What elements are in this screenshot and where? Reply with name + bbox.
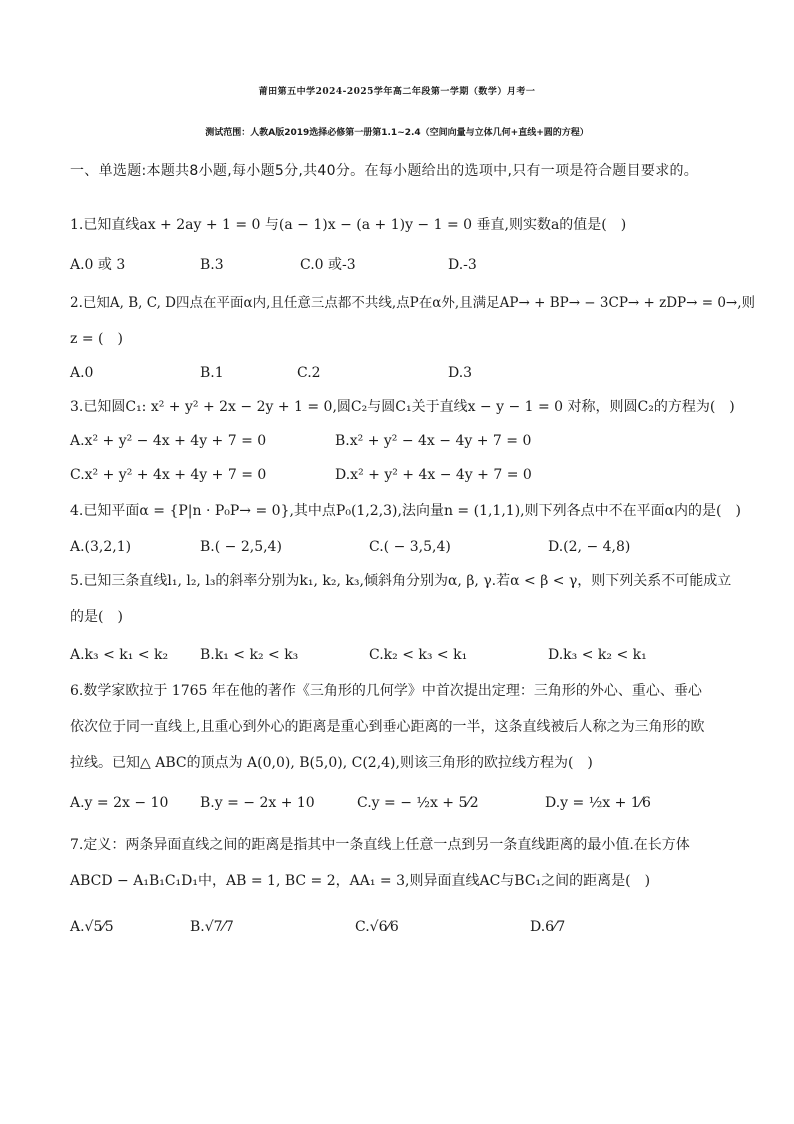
q2-option-d: D.3: [448, 365, 473, 381]
q1-option-c: C.0 或-3: [300, 257, 356, 273]
section-heading: 一、单选题:本题共8小题,每小题5分,共40分。在每小题给出的选项中,只有一项是符合题目要求的。: [70, 163, 699, 179]
question-5-stem-line-1: 5.已知三条直线l₁, l₂, l₃的斜率分别为k₁, k₂, k₃,倾斜角分别为α, β, γ.若α < β < γ，则下列关系不可能成立: [70, 573, 732, 589]
q7-option-a: A.√5⁄5: [70, 919, 114, 935]
q4-option-b: B.( − 2,5,4): [200, 539, 282, 555]
q1-option-d: D.-3: [448, 257, 477, 273]
question-7-stem-line-1: 7.定义：两条异面直线之间的距离是指其中一条直线上任意一点到另一条直线距离的最小值.在长方体: [70, 837, 690, 853]
question-5-stem-line-2: 的是( ): [70, 609, 123, 625]
question-1-stem: 1.已知直线ax + 2ay + 1 = 0 与(a − 1)x − (a + 1)y − 1 = 0 垂直,则实数a的值是( ): [70, 217, 627, 233]
q6-option-c: C.y = − ½x + 5⁄2: [357, 795, 479, 811]
q3-option-c: C.x² + y² + 4x + 4y + 7 = 0: [70, 467, 267, 483]
q7-option-b: B.√7⁄7: [190, 919, 234, 935]
q6-option-d: D.y = ½x + 1⁄6: [545, 795, 651, 811]
question-6-stem-line-2: 依次位于同一直线上,且重心到外心的距离是重心到垂心距离的一半，这条直线被后人称之为三角形的欧: [70, 719, 705, 735]
question-2-stem-line-2: z = ( ): [70, 331, 123, 347]
q5-option-d: D.k₃ < k₂ < k₁: [548, 647, 647, 663]
q5-option-c: C.k₂ < k₃ < k₁: [369, 647, 468, 663]
question-3-stem: 3.已知圆C₁: x² + y² + 2x − 2y + 1 = 0,圆C₂与圆C₁关于直线x − y − 1 = 0 对称，则圆C₂的方程为( ): [70, 399, 735, 415]
q3-option-a: A.x² + y² − 4x + 4y + 7 = 0: [70, 433, 267, 449]
exam-scope: 测试范围：人教A版2019选择必修第一册第1.1~2.4（空间向量与立体几何+直线+圆的方程）: [205, 128, 589, 138]
question-6-stem-line-1: 6.数学家欧拉于 1765 年在他的著作《三角形的几何学》中首次提出定理：三角形的外心、重心、垂心: [70, 683, 702, 699]
question-7-stem-line-2: ABCD − A₁B₁C₁D₁中，AB = 1, BC = 2，AA₁ = 3,则异面直线AC与BC₁之间的距离是( ): [70, 873, 651, 889]
question-6-stem-line-3: 拉线。已知△ ABC的顶点为 A(0,0), B(5,0), C(2,4),则该三角形的欧拉线方程为( ): [70, 755, 593, 771]
q2-option-c: C.2: [297, 365, 321, 381]
question-4-stem: 4.已知平面α = {P|n · P₀P→ = 0},其中点P₀(1,2,3),法向量n = (1,1,1),则下列各点中不在平面α内的是( ): [70, 503, 741, 519]
q4-option-d: D.(2, − 4,8): [548, 539, 631, 555]
exam-title: 莆田第五中学2024-2025学年高二年段第一学期（数学）月考一: [258, 87, 536, 97]
q3-option-b: B.x² + y² − 4x − 4y + 7 = 0: [335, 433, 532, 449]
q3-option-d: D.x² + y² + 4x − 4y + 7 = 0: [335, 467, 532, 483]
q6-option-b: B.y = − 2x + 10: [200, 795, 315, 811]
question-2-stem-line-1: 2.已知A, B, C, D四点在平面α内,且任意三点都不共线,点P在α外,且满足AP→ + BP→ − 3CP→ + zDP→ = 0→,则: [70, 295, 756, 311]
q2-option-a: A.0: [70, 365, 94, 381]
q5-option-b: B.k₁ < k₂ < k₃: [200, 647, 299, 663]
q7-option-c: C.√6⁄6: [355, 919, 399, 935]
q5-option-a: A.k₃ < k₁ < k₂: [70, 647, 169, 663]
q6-option-a: A.y = 2x − 10: [70, 795, 169, 811]
q2-option-b: B.1: [200, 365, 224, 381]
q7-option-d: D.6⁄7: [530, 919, 566, 935]
q1-option-b: B.3: [200, 257, 224, 273]
q1-option-a: A.0 或 3: [70, 257, 126, 273]
q4-option-a: A.(3,2,1): [70, 539, 132, 555]
q4-option-c: C.( − 3,5,4): [369, 539, 451, 555]
